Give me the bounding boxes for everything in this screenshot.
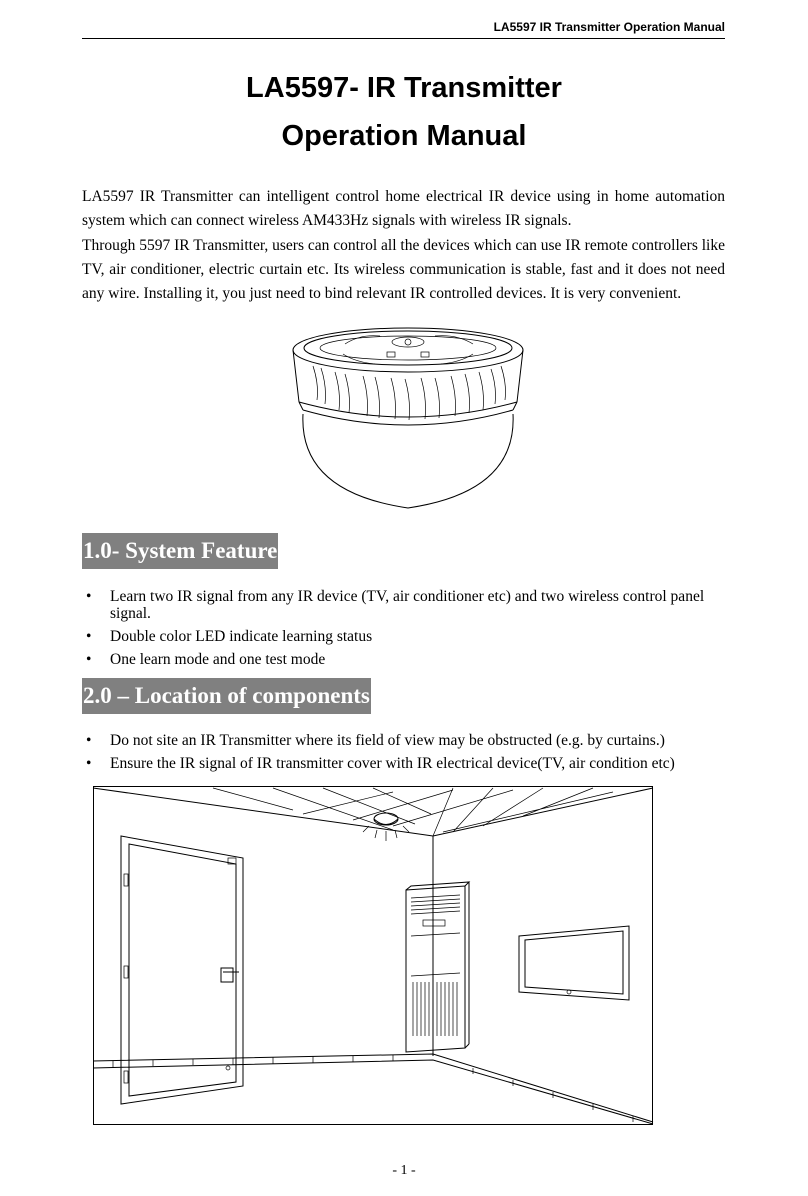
list-item: • One learn mode and one test mode [82, 651, 725, 668]
page-number: - 1 - [392, 1163, 416, 1178]
document-subtitle: Operation Manual [281, 120, 527, 152]
section-heading-system-feature: 1.0- System Feature [82, 533, 278, 569]
room-installation-illustration [93, 786, 653, 1126]
intro-paragraph-2: Through 5597 IR Transmitter, users can control all the devices which can use IR remote controllers like TV, air conditioner, electric curtain etc. Its wireless communication is stable, fast and it does not need any wire. Installing it, you just need to bind relevant IR controlled devices. It is very convenient. [82, 236, 725, 303]
intro-paragraph-1: LA5597 IR Transmitter can intelligent control home electrical IR device using in home automation system which can connect wireless AM433Hz signals with wireless IR signals. [82, 188, 725, 230]
list-item: • Double color LED indicate learning status [82, 628, 725, 645]
list-item: • Ensure the IR signal of IR transmitter cover with IR electrical device(TV, air condition etc) [82, 755, 725, 772]
running-header: LA5597 IR Transmitter Operation Manual [493, 20, 725, 34]
section-heading-location-of-components: 2.0 – Location of components [82, 678, 371, 714]
list-item: • Learn two IR signal from any IR device (TV, air conditioner etc) and two wireless control panel signal. [82, 588, 725, 622]
document-title: LA5597- IR Transmitter [246, 72, 562, 104]
header-rule [82, 38, 725, 39]
list-item: • Do not site an IR Transmitter where its field of view may be obstructed (e.g. by curtains.) [82, 732, 725, 749]
location-list [82, 732, 725, 778]
ir-transmitter-illustration [285, 322, 535, 514]
system-feature-list [82, 588, 725, 674]
intro-text [82, 185, 725, 306]
